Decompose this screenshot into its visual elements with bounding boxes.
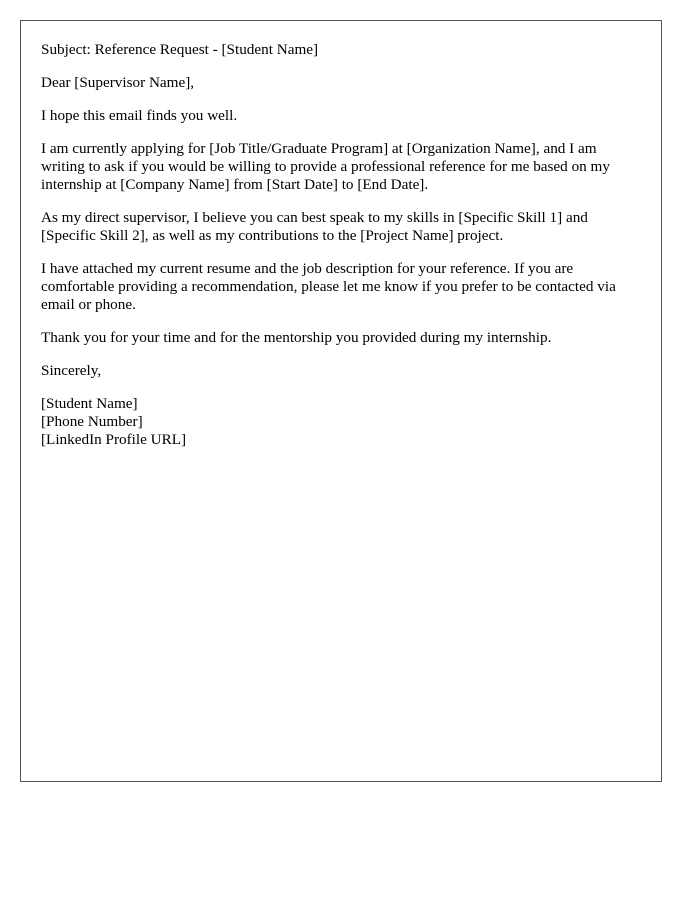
closing: Sincerely, [41,362,102,379]
paragraph-skills: As my direct supervisor, I believe you can best speak to my skills in [Specific Skill 1] and [Specific Skill 2], as well as my contributions to the [Project Name] project. [41,209,588,244]
subject-line: Subject: Reference Request - [Student Name] [41,41,319,58]
paragraph-thanks: Thank you for your time and for the mentorship you provided during my internship. [41,329,552,346]
signature-linkedin: [LinkedIn Profile URL] [41,431,187,448]
greeting: Dear [Supervisor Name], [41,74,195,91]
paragraph-opening: I hope this email finds you well. [41,107,238,124]
paragraph-request: I am currently applying for [Job Title/Graduate Program] at [Organization Name], and I am writing to ask if you would be willing to provide a professional reference for me based on my internship at [Company Name] from [Start Date] to [End Date]. [41,140,610,193]
signature-block [41,395,641,449]
signature-phone: [Phone Number] [41,413,143,430]
paragraph-attachments: I have attached my current resume and the job description for your reference. If you are comfortable providing a recommendation, please let me know if you prefer to be contacted via email or phone. [41,260,616,313]
letter-document [20,20,662,782]
signature-name: [Student Name] [41,395,138,412]
